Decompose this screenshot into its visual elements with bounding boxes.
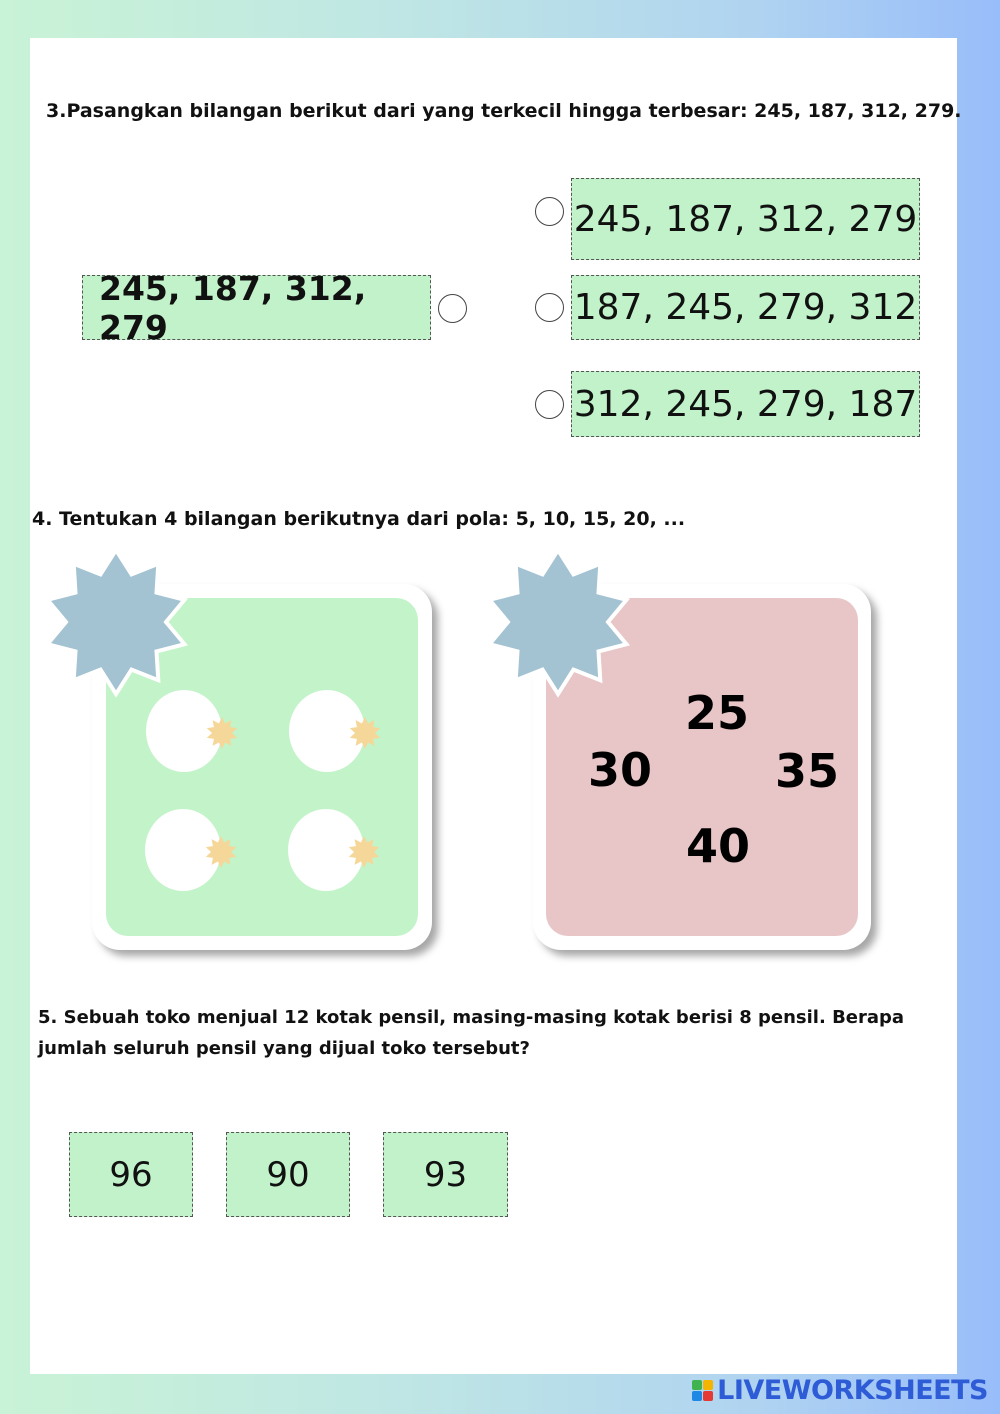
drop-circle-icon — [289, 689, 389, 773]
answer-drop-zone-1[interactable] — [146, 689, 222, 773]
liveworksheets-logo[interactable] — [692, 1372, 988, 1408]
answer-drop-zone-3[interactable] — [145, 808, 221, 892]
logo-squares-icon — [692, 1380, 713, 1401]
q3-option-3-radio[interactable] — [535, 390, 564, 419]
q3-option-2-label: 187, 245, 279, 312 — [573, 287, 918, 328]
q3-source-radio[interactable] — [438, 294, 467, 323]
star-burst-icon — [480, 546, 636, 698]
drop-circle-icon — [145, 808, 245, 892]
number-tile-30[interactable]: 30 — [588, 743, 653, 797]
q3-option-1-radio[interactable] — [535, 197, 564, 226]
q5-option-2-label: 90 — [266, 1154, 310, 1195]
q3-option-1-box[interactable] — [571, 178, 920, 260]
number-tile-25[interactable]: 25 — [685, 686, 750, 740]
drop-circle-icon — [288, 808, 388, 892]
number-tile-35[interactable]: 35 — [775, 744, 840, 798]
drop-circle-icon — [146, 689, 246, 773]
q5-option-3-box[interactable] — [383, 1132, 508, 1217]
question-3-text: 3.Pasangkan bilangan berikut dari yang terkecil hingga terbesar: 245, 187, 312, 279. — [46, 100, 962, 122]
q3-option-2-radio[interactable] — [535, 293, 564, 322]
answer-drop-zone-4[interactable] — [288, 808, 364, 892]
answer-drop-zone-2[interactable] — [289, 689, 365, 773]
q3-option-3-box[interactable] — [571, 371, 920, 437]
number-tile-40[interactable]: 40 — [686, 819, 751, 873]
q5-option-1-label: 96 — [109, 1154, 153, 1195]
q3-option-3-label: 312, 245, 279, 187 — [573, 383, 918, 425]
question-5-text: 5. Sebuah toko menjual 12 kotak pensil, masing-masing kotak berisi 8 pensil. Berapa jumlah seluruh pensil yang dijual toko tersebut? — [38, 1007, 905, 1059]
q3-source-box[interactable] — [82, 268, 431, 347]
q3-source-label: 245, 187, 312, 279 — [99, 268, 367, 347]
logo-text: LIVEWORKSHEETS — [717, 1374, 988, 1406]
question-4-text: 4. Tentukan 4 bilangan berikutnya dari pola: 5, 10, 15, 20, ... — [32, 508, 686, 530]
q3-option-1-label: 245, 187, 312, 279 — [573, 198, 918, 240]
q5-option-2-box[interactable] — [226, 1132, 350, 1217]
star-burst-icon — [38, 546, 194, 698]
q3-option-2-box[interactable] — [571, 275, 920, 340]
q5-option-1-box[interactable] — [69, 1132, 193, 1217]
q5-option-3-label: 93 — [423, 1154, 468, 1195]
